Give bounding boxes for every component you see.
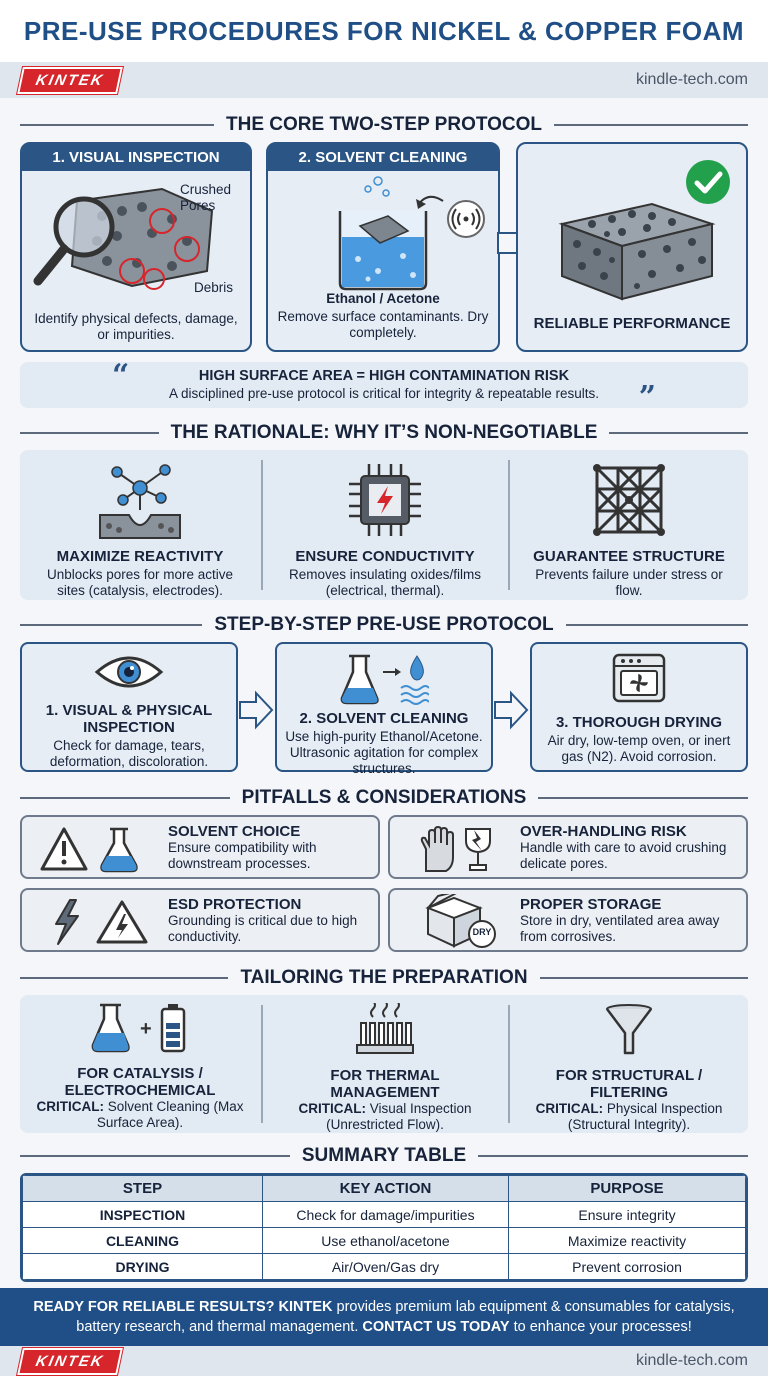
table-cell: CLEANING	[23, 1228, 263, 1254]
pitfall-solvent-choice	[20, 815, 380, 879]
pitfall-content	[168, 896, 378, 945]
table-cell: INSPECTION	[23, 1202, 263, 1228]
rationale-item	[20, 450, 260, 600]
table-cell: Maximize reactivity	[509, 1228, 746, 1254]
pitfall-title: ESD PROTECTION	[168, 896, 302, 913]
card-visual-inspection	[20, 142, 252, 352]
tailoring-title: FOR CATALYSIS / ELECTROCHEMICAL	[64, 1065, 216, 1099]
tailoring-item	[263, 995, 507, 1133]
rationale-title: MAXIMIZE REACTIVITY	[56, 548, 224, 565]
table-cell: Air/Oven/Gas dry	[263, 1254, 509, 1280]
rationale-item	[510, 450, 748, 600]
beaker-ultrasonic-icon	[268, 171, 498, 291]
tailoring-item	[20, 995, 260, 1133]
bottom-brand-bar	[0, 1346, 768, 1376]
step-card-drying	[530, 642, 748, 772]
pitfall-esd-protection	[20, 888, 380, 952]
pitfall-text: Ensure compatibility with downstream processes.	[168, 840, 317, 871]
rationale-text: Prevents failure under stress or flow.	[535, 567, 723, 598]
pitfall-text: Store in dry, ventilated area away from corrosives.	[520, 913, 720, 944]
hand-fragile-icon	[416, 825, 496, 873]
pitfall-content	[520, 896, 746, 945]
storage-box-icon	[424, 894, 504, 950]
step-text: Check for damage, tears, deformation, discoloration.	[49, 738, 209, 769]
pitfall-title: SOLVENT CHOICE	[168, 823, 301, 840]
card-text: RELIABLE PERFORMANCE	[533, 315, 731, 332]
card-header: 2. SOLVENT CLEANING	[268, 144, 498, 171]
oven-icon	[611, 652, 667, 704]
quote-line2: A disciplined pre-use protocol is critical for integrity & repeatable results.	[169, 386, 599, 401]
step-title: 2. SOLVENT CLEANING	[299, 710, 469, 727]
cta-text-end: to enhance your processes!	[509, 1319, 692, 1335]
section-steps-heading: STEP-BY-STEP PRE-USE PROTOCOL	[20, 612, 748, 638]
column-header: KEY ACTION	[263, 1176, 509, 1202]
quote-line1: HIGH SURFACE AREA = HIGH CONTAMINATION RISK	[198, 368, 570, 384]
column-header: PURPOSE	[509, 1176, 746, 1202]
lattice-structure-icon	[589, 460, 669, 540]
table-cell: Check for damage/impurities	[263, 1202, 509, 1228]
label-crushed-pores: Crushed Pores	[180, 182, 232, 213]
warning-flask-icon	[40, 825, 150, 873]
pitfall-content	[168, 823, 378, 872]
section-tailoring-heading: TAILORING THE PREPARATION	[20, 965, 748, 991]
tailoring-text: CRITICAL: Physical Inspection (Structural Integrity).	[535, 1101, 723, 1132]
kintek-logo[interactable]: KINTEK	[17, 1348, 123, 1375]
flask-water-icon	[339, 650, 429, 706]
tailoring-title: FOR THERMAL MANAGEMENT	[330, 1067, 440, 1101]
section-core-heading: THE CORE TWO-STEP PROTOCOL	[20, 112, 748, 138]
dry-label: DRY	[472, 927, 492, 937]
foam-block-icon	[552, 194, 717, 304]
card-reliable-performance	[516, 142, 748, 352]
pitfall-proper-storage	[388, 888, 748, 952]
column-header: STEP	[23, 1176, 263, 1202]
section-pitfalls-heading: PITFALLS & CONSIDERATIONS	[20, 785, 748, 811]
quote-close-icon: ”	[638, 380, 656, 415]
brand-bar	[0, 62, 768, 98]
label-debris: Debris	[194, 280, 234, 295]
tailoring-text: CRITICAL: Visual Inspection (Unrestricted Flow).	[298, 1101, 472, 1132]
tailoring-item	[510, 995, 748, 1133]
funnel-icon	[604, 1003, 654, 1055]
section-summary-heading: SUMMARY TABLE	[20, 1143, 748, 1169]
rationale-title: ENSURE CONDUCTIVITY	[295, 548, 475, 565]
pitfall-content	[520, 823, 746, 872]
footer-cta	[0, 1288, 768, 1346]
pitfall-over-handling	[388, 815, 748, 879]
card-text: Remove surface contaminants. Dry completely.	[277, 309, 489, 340]
step-text: Air dry, low-temp oven, or inert gas (N2). Avoid corrosion.	[547, 733, 731, 764]
lightning-warning-icon	[48, 898, 158, 946]
table-row	[23, 1228, 746, 1254]
pitfall-title: PROPER STORAGE	[520, 896, 662, 913]
section-rationale-heading: THE RATIONALE: WHY IT’S NON-NEGOTIABLE	[20, 420, 748, 446]
site-link[interactable]: kindle-tech.com	[635, 71, 748, 88]
rationale-title: GUARANTEE STRUCTURE	[533, 548, 725, 565]
table-cell: Prevent corrosion	[509, 1254, 746, 1280]
step-text: Use high-purity Ethanol/Acetone. Ultrasonic agitation for complex structures.	[285, 729, 483, 776]
contact-link[interactable]: CONTACT US TODAY	[362, 1319, 510, 1335]
kintek-logo[interactable]: KINTEK	[17, 67, 123, 94]
rationale-text: Unblocks pores for more active sites (catalysis, electrodes).	[46, 567, 234, 598]
svg-text:+: +	[140, 1018, 152, 1040]
table-cell: Ensure integrity	[509, 1202, 746, 1228]
site-link[interactable]: kindle-tech.com	[635, 1352, 748, 1369]
card-solvent-cleaning	[266, 142, 500, 352]
arrow-right-icon	[493, 690, 529, 730]
pitfall-text: Grounding is critical due to high conductivity.	[168, 913, 358, 944]
summary-table	[20, 1173, 748, 1282]
quote-box	[20, 358, 748, 415]
card-text: Identify physical defects, damage, or impurities.	[34, 311, 238, 342]
table-header-row	[23, 1176, 746, 1202]
tailoring-title: FOR STRUCTURAL / FILTERING	[555, 1067, 703, 1101]
pitfall-title: OVER-HANDLING RISK	[520, 823, 687, 840]
cta-heading: READY FOR RELIABLE RESULTS? KINTEK	[33, 1299, 333, 1315]
quote-open-icon: “	[112, 358, 130, 393]
step-title: 3. THOROUGH DRYING	[555, 714, 723, 731]
tailoring-panel	[20, 995, 748, 1133]
flask-battery-icon	[90, 1001, 190, 1055]
chip-lightning-icon	[345, 460, 425, 540]
table-row	[23, 1254, 746, 1280]
rationale-text: Removes insulating oxides/films (electrical, thermal).	[288, 567, 482, 598]
eye-icon	[94, 650, 164, 694]
rationale-panel	[20, 450, 748, 600]
pitfall-text: Handle with care to avoid crushing delicate pores.	[520, 840, 727, 871]
page-title: PRE-USE PROCEDURES FOR NICKEL & COPPER FOAM	[0, 0, 768, 62]
tailoring-text: CRITICAL: Solvent Cleaning (Max Surface Area).	[36, 1099, 244, 1130]
rationale-item	[263, 450, 507, 600]
step-card-cleaning	[275, 642, 493, 776]
step-card-inspection	[20, 642, 238, 772]
table-cell: DRYING	[23, 1254, 263, 1280]
card-header: 1. VISUAL INSPECTION	[22, 144, 250, 171]
cta-text: provides premium lab equipment & consumables for catalysis, battery research, and thermal management.	[76, 1299, 735, 1335]
solvent-label: Ethanol / Acetone	[326, 291, 440, 306]
table-row	[23, 1202, 746, 1228]
table-cell: Use ethanol/acetone	[263, 1228, 509, 1254]
molecule-surface-icon	[95, 460, 185, 540]
arrow-right-icon	[238, 690, 274, 730]
heatsink-icon	[355, 1003, 415, 1055]
step-title: 1. VISUAL & PHYSICAL INSPECTION	[45, 702, 213, 736]
